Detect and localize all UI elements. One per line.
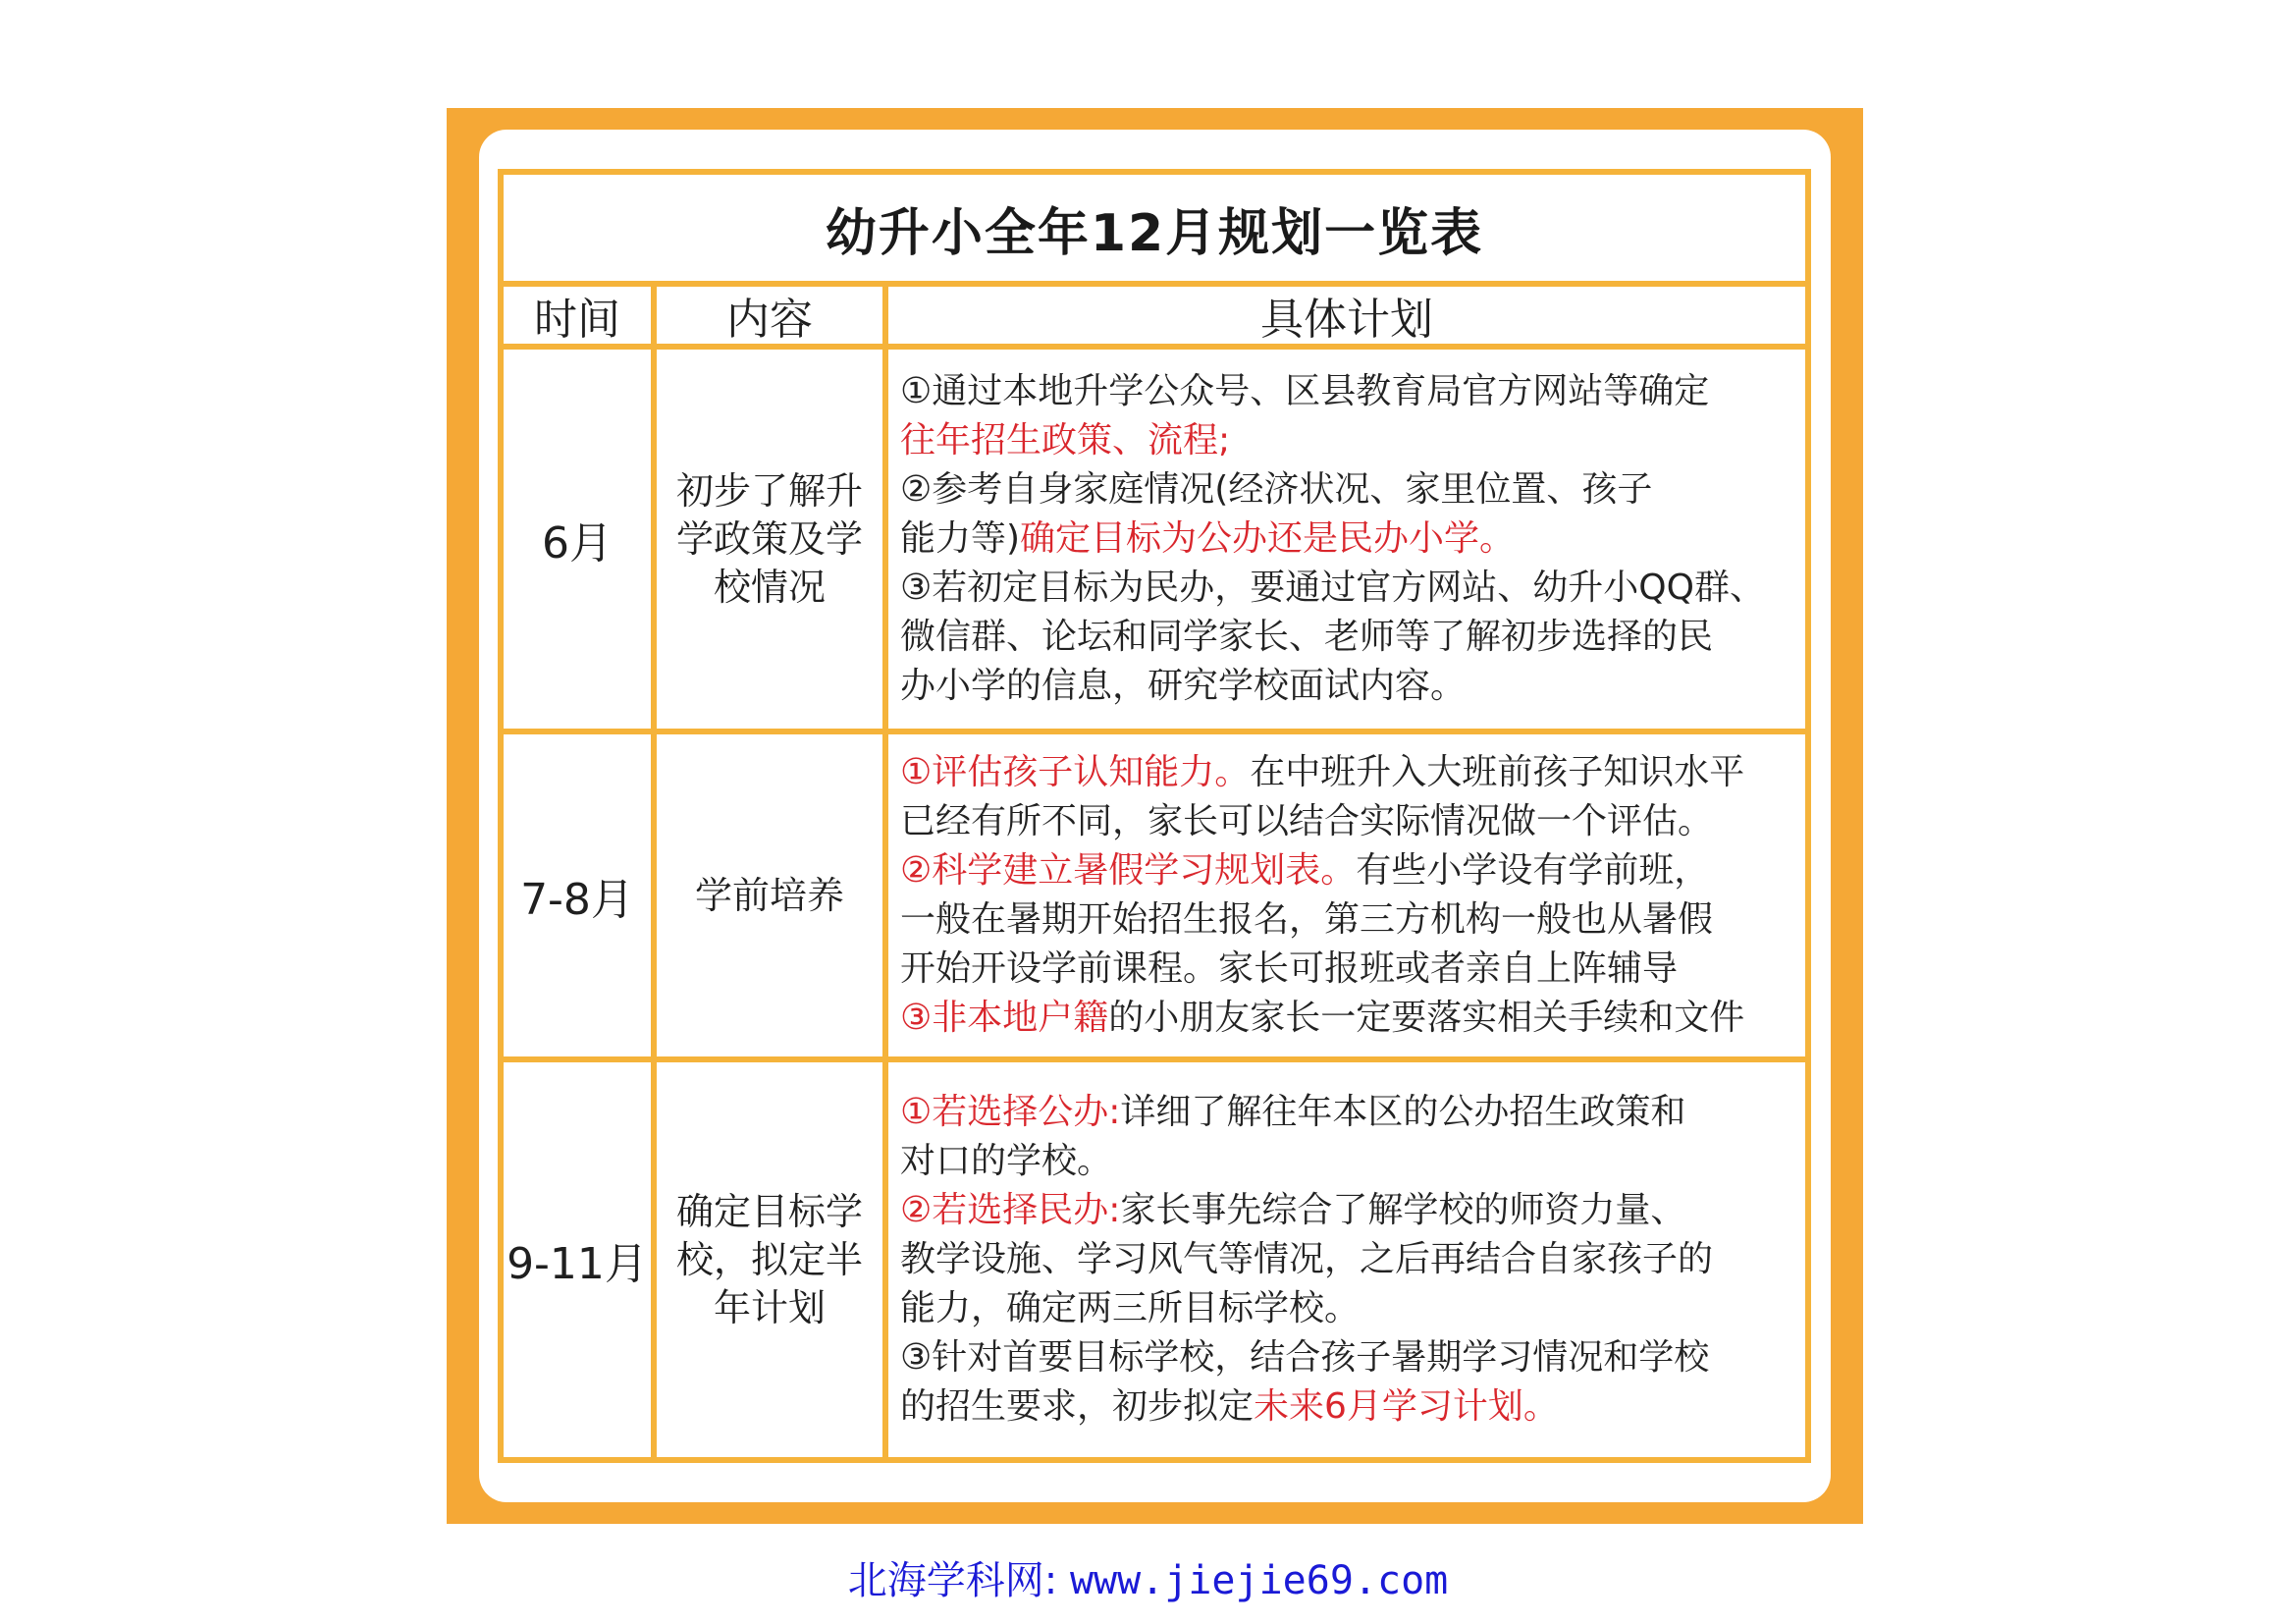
footer-site-name: 北海学科网:	[847, 1558, 1058, 1603]
header-time: 时间	[504, 287, 657, 344]
plan-table	[498, 169, 1811, 1463]
plan-highlight: 未来6月学习计划。	[1254, 1386, 1559, 1427]
row-time: 7-8月	[504, 734, 657, 1056]
row-time: 6月	[504, 350, 657, 729]
plan-highlight: ②科学建立暑假学习规划表。	[900, 850, 1357, 891]
table-row	[504, 734, 1805, 1062]
table-row	[504, 1062, 1805, 1457]
plan-segment: ②参考自身家庭情况(经济状况、家里位置、孩子 能力等)	[900, 469, 1653, 559]
row-content: 学前培养	[694, 873, 844, 917]
row-content: 确定目标学校，拟定半年计划	[676, 1189, 864, 1329]
plan-highlight: ①若选择公办:	[900, 1092, 1121, 1132]
footer	[0, 1549, 2296, 1605]
row-content: 初步了解升学政策及学校情况	[676, 468, 864, 609]
row-plan	[900, 1088, 1713, 1432]
plan-segment: 详细了解往年本区的公办招生政策和 对口的学校。	[900, 1092, 1686, 1181]
header-plan: 具体计划	[1260, 295, 1433, 345]
footer-url[interactable]: www.jiejie69.com	[1069, 1558, 1449, 1603]
row-plan	[900, 367, 1765, 711]
plan-segment: ①通过本地升学公众号、区县教育局官方网站等确定	[900, 371, 1710, 411]
plan-segment: 有些小学设有学前班， 一般在暑期开始招生报名，第三方机构一般也从暑假 开始开设学前课程。家长可报班或者亲自上阵辅导	[900, 850, 1714, 989]
plan-segment: 家长事先综合了解学校的师资力量、 教学设施、学习风气等情况，之后再结合自家孩子的 能力，确定两三所目标学校。 ③针对首要目标学校，结合孩子暑期学习情况和学校 的招生要求，初步拟定	[900, 1190, 1714, 1427]
plan-highlight: ①评估孩子认知能力。	[900, 752, 1251, 792]
plan-highlight: 确定目标为公办还是民办小学。	[1020, 518, 1516, 559]
header-content: 内容	[657, 287, 888, 344]
row-plan	[900, 748, 1744, 1043]
plan-highlight: ③非本地户籍	[900, 998, 1109, 1038]
table-row	[504, 350, 1805, 734]
plan-segment: 的小朋友家长一定要落实相关手续和文件	[1108, 998, 1745, 1038]
orange-frame	[447, 108, 1863, 1524]
plan-segment: 在中班升入大班前孩子知识水平 已经有所不同，家长可以结合实际情况做一个评估。	[900, 752, 1745, 841]
plan-highlight: ②若选择民办:	[900, 1190, 1121, 1230]
row-time: 9-11月	[504, 1062, 657, 1457]
table-title: 幼升小全年12月规划一览表	[504, 175, 1805, 287]
plan-segment: ③若初定目标为民办，要通过官方网站、幼升小QQ群、 微信群、论坛和同学家长、老师等了解初步选择的民 办小学的信息，研究学校面试内容。	[900, 568, 1765, 706]
header-row	[504, 287, 1805, 350]
plan-highlight: 往年招生政策、流程;	[900, 420, 1231, 460]
